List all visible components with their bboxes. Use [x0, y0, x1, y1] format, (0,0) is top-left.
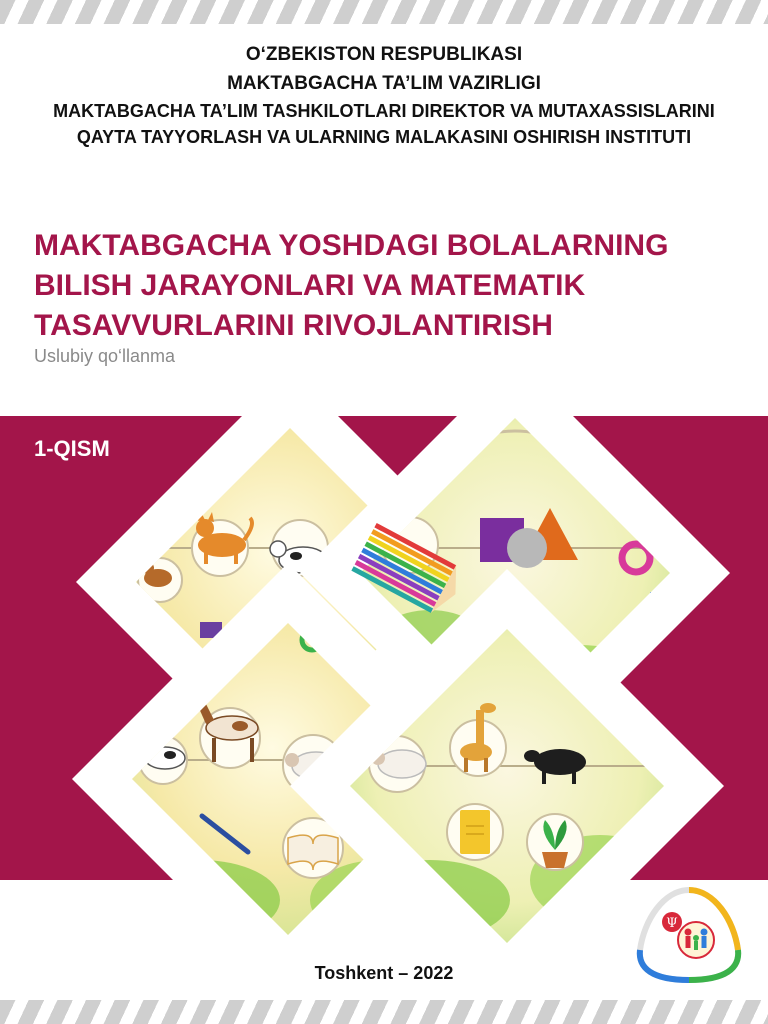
- header-line-2: MAKTABGACHA TA’LIM VAZIRLIGI: [227, 73, 541, 94]
- title-line-3: TASAVVURLARINI RIVOJLANTIRISH: [34, 309, 553, 342]
- top-stripe-border: [0, 0, 768, 24]
- header-line-4: QAYTA TAYYORLASH VA ULARNING MALAKASINI OSHIRISH INSTITUTI: [76, 127, 692, 147]
- book-subtitle: Uslubiy qo‘llanma: [34, 346, 176, 366]
- part-label: 1-QISM: [34, 436, 110, 461]
- header-line-3: MAKTABGACHA TA’LIM TASHKILOTLARI DIREKTOR VA MUTAXASSISLARINI: [53, 101, 715, 121]
- book-title: [34, 226, 754, 346]
- family-icon: [678, 922, 714, 958]
- header-line-1: O‘ZBEKISTON RESPUBLIKASI: [245, 44, 523, 65]
- title-line-1: MAKTABGACHA YOSHDAGI BOLALARNING: [34, 229, 669, 262]
- bottom-stripe-border: [0, 1000, 768, 1024]
- svg-text:Ψ: Ψ: [666, 916, 678, 931]
- diamond-illustration-collage: [0, 350, 768, 970]
- institute-logo: [634, 880, 744, 990]
- institution-header: [0, 40, 768, 150]
- notebook-icon: [460, 810, 490, 854]
- city-year: Toshkent – 2022: [314, 963, 454, 983]
- title-line-2: BILISH JARAYONLARI VA MATEMATIK: [34, 269, 586, 302]
